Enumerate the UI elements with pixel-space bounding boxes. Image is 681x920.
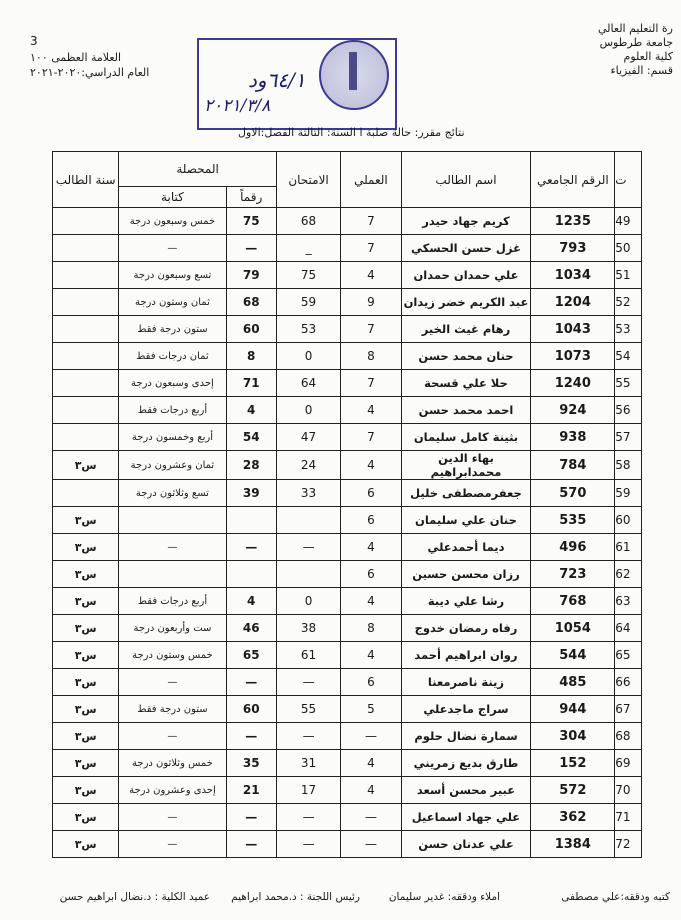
student-year: س٣ (53, 750, 119, 777)
exam-mark: 33 (276, 480, 340, 507)
student-id: 544 (531, 642, 615, 669)
student-year: س٣ (53, 507, 119, 534)
practical-mark: 6 (341, 480, 401, 507)
student-year: س٣ (53, 723, 119, 750)
exam-mark: 0 (276, 588, 340, 615)
student-name: احمد محمد حسن (401, 397, 531, 424)
practical-mark: — (341, 831, 401, 858)
university-name: جامعة طرطوس (599, 36, 673, 49)
student-name: رشا علي ديبة (401, 588, 531, 615)
row-index: 68 (615, 723, 642, 750)
practical-mark: 4 (341, 588, 401, 615)
total-numeric: 4 (226, 588, 276, 615)
exam-mark: 64 (276, 370, 340, 397)
total-words: ثمان درجات فقط (119, 343, 226, 370)
exam-mark: — (276, 831, 340, 858)
header-student-id: الرقم الجامعي (531, 152, 615, 208)
total-numeric: 60 (226, 696, 276, 723)
total-words: — (119, 235, 226, 262)
total-words: ستون درجة فقط (119, 316, 226, 343)
exam-mark: 38 (276, 615, 340, 642)
student-id: 793 (531, 235, 615, 262)
exam-mark: — (276, 669, 340, 696)
practical-mark: 4 (341, 777, 401, 804)
total-words: خمس وسبعون درجة (119, 208, 226, 235)
student-year (53, 397, 119, 424)
row-index: 56 (615, 397, 642, 424)
table-row (53, 615, 642, 642)
total-words: ثمان وعشرون درجة (119, 451, 226, 480)
student-year (53, 235, 119, 262)
total-numeric: 65 (226, 642, 276, 669)
practical-mark: 4 (341, 750, 401, 777)
total-numeric: — (226, 804, 276, 831)
exam-mark: 24 (276, 451, 340, 480)
total-words: إحدى وعشرون درجة (119, 777, 226, 804)
row-index: 55 (615, 370, 642, 397)
table-row (53, 397, 642, 424)
student-id: 1034 (531, 262, 615, 289)
row-index: 62 (615, 561, 642, 588)
row-index: 49 (615, 208, 642, 235)
row-index: 64 (615, 615, 642, 642)
total-words: أربع درجات فقط (119, 588, 226, 615)
student-id: 485 (531, 669, 615, 696)
student-id: 1073 (531, 343, 615, 370)
student-name: بهاء الدين محمدابراهيم (401, 451, 531, 480)
total-numeric: 8 (226, 343, 276, 370)
student-year: س٣ (53, 804, 119, 831)
practical-mark: 7 (341, 370, 401, 397)
practical-mark: — (341, 723, 401, 750)
student-id: 1043 (531, 316, 615, 343)
table-row (53, 208, 642, 235)
row-index: 66 (615, 669, 642, 696)
student-year: س٣ (53, 777, 119, 804)
total-words (119, 561, 226, 588)
row-index: 50 (615, 235, 642, 262)
dictated-by: املاء ودققه: غدير سليمان (388, 891, 500, 903)
student-id: 1235 (531, 208, 615, 235)
student-year (53, 343, 119, 370)
student-id: 1240 (531, 370, 615, 397)
row-index: 59 (615, 480, 642, 507)
exam-mark (276, 507, 340, 534)
student-year (53, 208, 119, 235)
row-index: 63 (615, 588, 642, 615)
row-index: 53 (615, 316, 642, 343)
total-numeric: 79 (226, 262, 276, 289)
student-id: 1384 (531, 831, 615, 858)
table-row (53, 235, 642, 262)
header-practical: العملي (341, 152, 401, 208)
practical-mark: 7 (341, 424, 401, 451)
row-index: 52 (615, 289, 642, 316)
total-words: ست وأربعون درجة (119, 615, 226, 642)
total-numeric: — (226, 831, 276, 858)
student-id: 362 (531, 804, 615, 831)
total-numeric: 4 (226, 397, 276, 424)
practical-mark: 4 (341, 534, 401, 561)
student-year (53, 316, 119, 343)
table-row (53, 262, 642, 289)
row-index: 60 (615, 507, 642, 534)
table-row (53, 370, 642, 397)
table-row (53, 588, 642, 615)
student-year (53, 370, 119, 397)
student-id: 304 (531, 723, 615, 750)
student-year (53, 424, 119, 451)
total-numeric (226, 561, 276, 588)
row-index: 51 (615, 262, 642, 289)
total-words: — (119, 723, 226, 750)
exam-mark: — (276, 723, 340, 750)
total-numeric: 35 (226, 750, 276, 777)
student-name: ديما أحمدعلي (401, 534, 531, 561)
student-id: 570 (531, 480, 615, 507)
exam-mark: 0 (276, 397, 340, 424)
student-id: 723 (531, 561, 615, 588)
total-numeric: 39 (226, 480, 276, 507)
institution-header (533, 22, 673, 78)
table-row (53, 424, 642, 451)
header-total-numeric: رقماً (226, 187, 276, 208)
student-name: رفاه رمضان خدوج (401, 615, 531, 642)
row-index: 54 (615, 343, 642, 370)
table-row (53, 289, 642, 316)
exam-mark: _ (276, 235, 340, 262)
practical-mark: 8 (341, 343, 401, 370)
student-name: حلا علي قسحة (401, 370, 531, 397)
table-row (53, 480, 642, 507)
stamp-handwritten-date: ٢٠٢١/٣/٨ (204, 96, 271, 116)
practical-mark: 6 (341, 669, 401, 696)
student-id: 1054 (531, 615, 615, 642)
student-name: عبد الكريم خضر زيدان (401, 289, 531, 316)
exam-mark: — (276, 804, 340, 831)
practical-mark: 4 (341, 262, 401, 289)
table-row (53, 723, 642, 750)
results-table (52, 151, 642, 858)
student-id: 496 (531, 534, 615, 561)
total-numeric: 46 (226, 615, 276, 642)
practical-mark: 5 (341, 696, 401, 723)
exam-info (30, 50, 149, 80)
total-numeric: 68 (226, 289, 276, 316)
total-words: تسع وثلاثون درجة (119, 480, 226, 507)
practical-mark: 7 (341, 316, 401, 343)
student-id: 784 (531, 451, 615, 480)
practical-mark: — (341, 804, 401, 831)
student-id: 768 (531, 588, 615, 615)
practical-mark: 9 (341, 289, 401, 316)
course-title: نتائج مقرر: حالة صلبة ا السنة: الثالثة الفصل:الاول (238, 126, 465, 139)
exam-mark: 47 (276, 424, 340, 451)
row-index: 70 (615, 777, 642, 804)
university-seal-icon (319, 40, 389, 110)
student-year: س٣ (53, 669, 119, 696)
table-row (53, 669, 642, 696)
student-name: سراج ماجدعلي (401, 696, 531, 723)
total-words: إحدى وسبعون درجة (119, 370, 226, 397)
practical-mark: 6 (341, 507, 401, 534)
stamp-handwritten-number: ٦٤/١ود (248, 68, 306, 92)
exam-mark: 55 (276, 696, 340, 723)
practical-mark: 4 (341, 642, 401, 669)
total-words: أربع وخمسون درجة (119, 424, 226, 451)
exam-mark: 68 (276, 208, 340, 235)
total-numeric: — (226, 669, 276, 696)
total-words: خمس وستون درجة (119, 642, 226, 669)
row-index: 72 (615, 831, 642, 858)
student-year: س٣ (53, 561, 119, 588)
total-words: — (119, 669, 226, 696)
practical-mark: 7 (341, 208, 401, 235)
table-row (53, 451, 642, 480)
row-index: 58 (615, 451, 642, 480)
exam-mark: 53 (276, 316, 340, 343)
student-name: طارق بديع زمريني (401, 750, 531, 777)
student-name: عبير محسن أسعد (401, 777, 531, 804)
total-numeric: 21 (226, 777, 276, 804)
row-index: 65 (615, 642, 642, 669)
exam-mark: 31 (276, 750, 340, 777)
practical-mark: 6 (341, 561, 401, 588)
student-name: بثينة كامل سليمان (401, 424, 531, 451)
student-year: س٣ (53, 642, 119, 669)
academic-year: العام الدراسي:٢٠٢٠-٢٠٢١ (30, 66, 150, 79)
student-name: كريم جهاد حيدر (401, 208, 531, 235)
department-name: قسم: الفيزياء (610, 64, 673, 77)
exam-mark: 59 (276, 289, 340, 316)
student-name: حنان محمد حسن (401, 343, 531, 370)
exam-mark (276, 561, 340, 588)
student-name: علي جهاد اسماعيل (401, 804, 531, 831)
student-year (53, 262, 119, 289)
student-name: علي عدنان حسن (401, 831, 531, 858)
total-numeric: — (226, 534, 276, 561)
student-year: س٣ (53, 615, 119, 642)
student-id: 1204 (531, 289, 615, 316)
total-words: — (119, 534, 226, 561)
practical-mark: 8 (341, 615, 401, 642)
total-words: — (119, 804, 226, 831)
student-name: علي حمدان حمدان (401, 262, 531, 289)
header-exam: الامتحان (276, 152, 340, 208)
student-year: س٣ (53, 831, 119, 858)
table-row (53, 777, 642, 804)
max-mark: العلامة العظمى ١٠٠ (30, 51, 122, 64)
row-index: 69 (615, 750, 642, 777)
table-row (53, 561, 642, 588)
total-numeric (226, 507, 276, 534)
row-index: 67 (615, 696, 642, 723)
student-id: 572 (531, 777, 615, 804)
student-name: زينة ناصرمعنا (401, 669, 531, 696)
table-row (53, 642, 642, 669)
header-name: اسم الطالب (401, 152, 531, 208)
row-index: 61 (615, 534, 642, 561)
dean-signature: عميد الكلية : د.نضال ابراهيم حسن (59, 891, 210, 903)
total-words: — (119, 831, 226, 858)
page-number: 3 (30, 34, 38, 48)
practical-mark: 7 (341, 235, 401, 262)
row-index: 57 (615, 424, 642, 451)
row-index: 71 (615, 804, 642, 831)
table-row (53, 507, 642, 534)
student-id: 152 (531, 750, 615, 777)
student-id: 535 (531, 507, 615, 534)
student-name: رهام غيث الخير (401, 316, 531, 343)
table-row (53, 696, 642, 723)
total-numeric: 60 (226, 316, 276, 343)
header-year: سنة الطالب (53, 152, 119, 208)
written-by: كتبه ودققه:علي مصطفى (561, 891, 670, 903)
student-id: 944 (531, 696, 615, 723)
student-year: س٣ (53, 696, 119, 723)
total-words: تسع وسبعون درجة (119, 262, 226, 289)
total-words: خمس وثلاثون درجة (119, 750, 226, 777)
table-row (53, 804, 642, 831)
total-numeric: 54 (226, 424, 276, 451)
ministry-name: رة التعليم العالي (598, 22, 673, 35)
exam-mark: 17 (276, 777, 340, 804)
total-numeric: 71 (226, 370, 276, 397)
student-name: رزان محسن حسين (401, 561, 531, 588)
total-words: أربع درجات فقط (119, 397, 226, 424)
student-year: س٣ (53, 451, 119, 480)
total-numeric: — (226, 235, 276, 262)
student-name: جعفرمصطفى خليل (401, 480, 531, 507)
student-name: غزل حسن الحسكي (401, 235, 531, 262)
total-numeric: 75 (226, 208, 276, 235)
exam-mark: 61 (276, 642, 340, 669)
total-numeric: — (226, 723, 276, 750)
committee-head: رئيس اللجنة : د.محمد ابراهيم (231, 891, 360, 903)
faculty-name: كلية العلوم (623, 50, 673, 63)
student-year (53, 480, 119, 507)
student-year (53, 289, 119, 316)
total-numeric: 28 (226, 451, 276, 480)
total-words: ثمان وستون درجة (119, 289, 226, 316)
student-name: حنان علي سليمان (401, 507, 531, 534)
practical-mark: 4 (341, 397, 401, 424)
header-total-words: كتابة (119, 187, 226, 208)
table-row (53, 750, 642, 777)
table-row (53, 343, 642, 370)
student-id: 938 (531, 424, 615, 451)
exam-mark: 75 (276, 262, 340, 289)
student-name: سمارة نضال حلوم (401, 723, 531, 750)
practical-mark: 4 (341, 451, 401, 480)
table-row (53, 831, 642, 858)
student-name: روان ابراهيم أحمد (401, 642, 531, 669)
table-row (53, 316, 642, 343)
student-year: س٣ (53, 534, 119, 561)
header-index: ت (615, 152, 642, 208)
total-words (119, 507, 226, 534)
exam-mark: 0 (276, 343, 340, 370)
student-year: س٣ (53, 588, 119, 615)
student-id: 924 (531, 397, 615, 424)
exam-mark: — (276, 534, 340, 561)
header-total: المحصلة (119, 152, 277, 187)
total-words: ستون درجة فقط (119, 696, 226, 723)
table-row (53, 534, 642, 561)
